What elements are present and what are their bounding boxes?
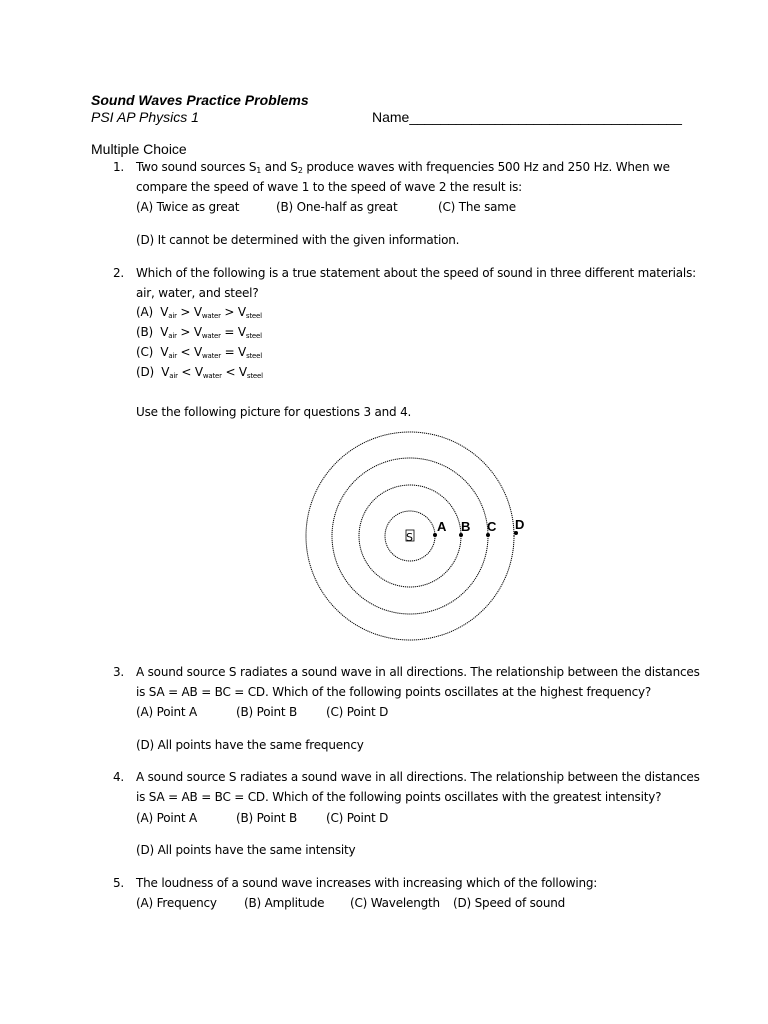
text-fragment: = V: [220, 325, 246, 339]
question-text: air, water, and steel?: [136, 286, 259, 300]
question-number: 4.: [113, 770, 125, 784]
subscript: air: [168, 312, 177, 320]
option-b[interactable]: (B) Point B: [236, 811, 298, 825]
option-b[interactable]: (B) One-half as great: [276, 200, 398, 214]
text-fragment: < V: [176, 345, 203, 359]
option-c[interactable]: (C) Point D: [326, 705, 389, 719]
question-text: compare the speed of wave 1 to the speed of wave 2 the result is:: [136, 180, 522, 194]
question-text: is SA = AB = BC = CD. Which of the following points oscillates at the highest frequency?: [136, 685, 652, 699]
option-a[interactable]: (A) Point A: [136, 705, 198, 719]
question-text: is SA = AB = BC = CD. Which of the following points oscillates with the greatest intensity?: [136, 790, 662, 804]
option-c[interactable]: (C) Point D: [326, 811, 389, 825]
text-fragment: Two sound sources S: [136, 160, 257, 174]
option-c[interactable]: (C) Wavelength: [350, 896, 440, 910]
subscript: water: [201, 332, 221, 340]
question-text: [136, 160, 670, 174]
option-c[interactable]: (C) The same: [438, 200, 516, 214]
option-d[interactable]: (D) It cannot be determined with the given information.: [136, 233, 460, 247]
question-number: 2.: [113, 266, 125, 280]
option-a[interactable]: [136, 305, 262, 319]
question-text: A sound source S radiates a sound wave in all directions. The relationship between the distances: [136, 665, 700, 679]
option-b[interactable]: (B) Amplitude: [244, 896, 325, 910]
subscript: water: [201, 312, 221, 320]
option-a[interactable]: (A) Point A: [136, 811, 198, 825]
name-field[interactable]: Name___________________________________: [372, 109, 682, 125]
option-a[interactable]: (A) Twice as great: [136, 200, 240, 214]
text-fragment: > V: [176, 325, 202, 339]
question-text: The loudness of a sound wave increases with increasing which of the following:: [136, 876, 598, 890]
text-fragment: < V: [221, 365, 247, 379]
option-a[interactable]: (A) Frequency: [136, 896, 217, 910]
option-d[interactable]: [136, 365, 263, 379]
question-number: 3.: [113, 665, 125, 679]
text-fragment: produce waves with frequencies 500 Hz and 250 Hz. When we: [302, 160, 670, 174]
subscript: air: [169, 372, 178, 380]
point-c-label: C: [487, 519, 497, 534]
section-heading: Multiple Choice: [91, 141, 187, 157]
text-fragment: V: [160, 305, 169, 319]
wavefront-diagram: [300, 425, 540, 655]
text-fragment: V: [160, 345, 169, 359]
option-b[interactable]: [136, 325, 262, 339]
subscript: air: [168, 332, 177, 340]
text-fragment: < V: [177, 365, 203, 379]
text-fragment: = V: [220, 345, 247, 359]
text-fragment: > V: [176, 305, 202, 319]
subscript: steel: [245, 312, 262, 320]
text-fragment: V: [160, 325, 169, 339]
question-number: 1.: [113, 160, 125, 174]
option-d[interactable]: (D) All points have the same frequency: [136, 738, 364, 752]
subscript: water: [202, 372, 222, 380]
text-fragment: and S: [261, 160, 298, 174]
option-letter: (C): [136, 345, 154, 359]
point-b-label: B: [461, 519, 471, 534]
question-number: 5.: [113, 876, 125, 890]
subscript: steel: [245, 332, 262, 340]
option-c[interactable]: [136, 345, 262, 359]
option-b[interactable]: (B) Point B: [236, 705, 298, 719]
question-text: Which of the following is a true statement about the speed of sound in three different materials:: [136, 266, 696, 280]
document-title: Sound Waves Practice Problems: [91, 92, 309, 108]
option-letter: (D): [136, 365, 155, 379]
subscript: 1: [256, 166, 262, 175]
option-d[interactable]: (D) All points have the same intensity: [136, 843, 356, 857]
subscript: air: [168, 352, 177, 360]
option-d[interactable]: (D) Speed of sound: [453, 896, 566, 910]
subscript: steel: [246, 372, 263, 380]
source-label: S: [406, 531, 413, 544]
text-fragment: > V: [220, 305, 246, 319]
course-name: PSI AP Physics 1: [91, 109, 199, 125]
option-letter: (B): [136, 325, 153, 339]
subscript: water: [202, 352, 221, 360]
subscript: steel: [246, 352, 263, 360]
text-fragment: V: [161, 365, 170, 379]
option-letter: (A): [136, 305, 153, 319]
point-a-label: A: [437, 519, 447, 534]
point-d-label: D: [515, 517, 525, 532]
figure-intro: Use the following picture for questions 3 and 4.: [136, 405, 412, 419]
subscript: 2: [297, 166, 303, 175]
question-text: A sound source S radiates a sound wave in all directions. The relationship between the distances: [136, 770, 700, 784]
